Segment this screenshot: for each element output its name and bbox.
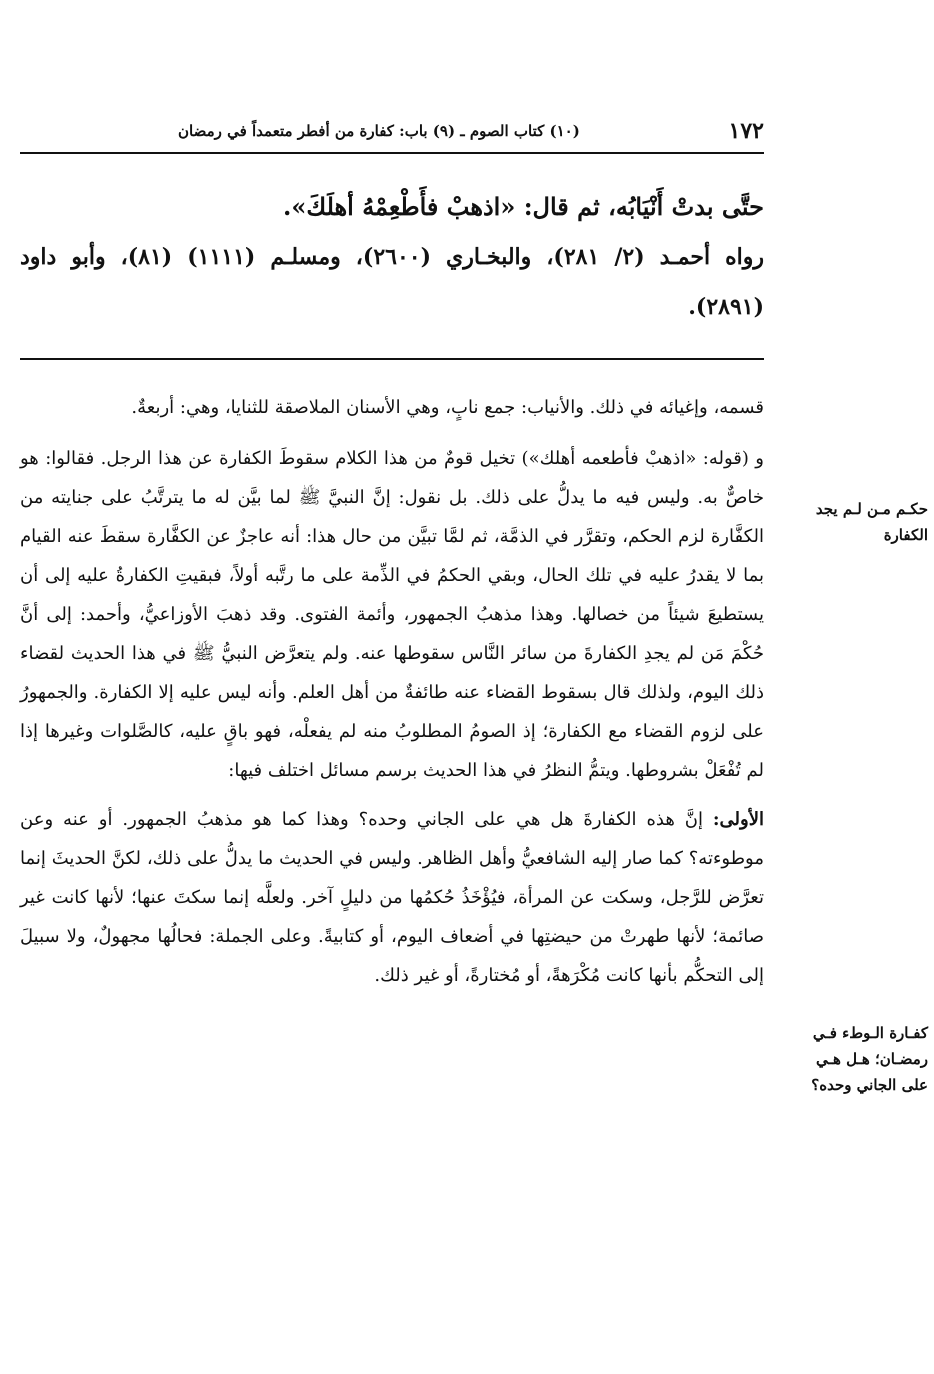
margin-note-ruling: حكـم مـن لـم يجد الكفارة	[815, 500, 928, 544]
commentary-paragraph-3	[20, 800, 764, 995]
hadith-source: رواه أحمـد (٢/ ٢٨١)، والبخـاري (٢٦٠٠)، ومسلـم (١١١١) (٨١)، وأبو داود (٢٨٩١).	[20, 244, 764, 320]
header-title: (١٠) كتاب الصوم ـ (٩) باب: كفارة من أفطر متعمداً في رمضان	[178, 122, 580, 140]
commentary-section	[20, 388, 764, 1005]
paragraph-3-body: إنَّ هذه الكفارةَ هل هي على الجاني وحده؟ وهذا كما هو مذهبُ الجمهور. أو عنه وعن موطوءته؟ كما صار إليه الشافعيُّ وأهل الظاهر. وليس في الحديث ما يدلُّ على ذلك، لكنَّ الحديثَ إنما تعرَّض للرَّجل، وسكت عن المرأة، فيُؤْخَذُ حُكمُها من دليلٍ آخر. ولعلَّه إنما سكتَ عنها؛ لأنها كانت غير صائمة؛ لأنها طهرتْ من حيضتِها في أضعاف اليوم، أو كتابيةً. وعلى الجملة: فحالُها مجهولٌ، ولا سبيلَ إلى التحكُّم بأنها كانت مُكْرَهةً، أو مُختارةً، أو غير ذلك.	[20, 809, 764, 986]
running-header	[20, 118, 764, 154]
hadith-text: حتَّى بدتْ أَنْيَابُه، ثم قال: «اذهبْ فأَطْعِمْهُ أهلَكَ».	[282, 192, 764, 221]
commentary-paragraph-2: و (قوله: «اذهبْ فأطعمه أهلك») تخيل قومٌ من هذا الكلام سقوطَ الكفارة عن هذا الرجل. فقالوا: هو خاصٌّ به. وليس فيه ما يدلُّ على ذلك. بل نقول: إنَّ النبيَّ ﷺ لما بيَّن له ما يترتَّبُ على جنايته من الكفَّارة لزم الحكم، وتقرَّر في الذمَّة، ثم لمَّا تبيَّن من حال هذا: أنه عاجزٌ عن الكفَّارة سقطَ عنه القيام بما لا يقدرُ عليه في تلك الحال، وبقي الحكمُ في الذِّمة على ما رتَّبه أولاً، فبقيتِ الكفارةُ عليه إلى أن يستطيعَ شيئاً من خصالها. وهذا مذهبُ الجمهور، وأئمة الفتوى. وقد ذهبَ الأوزاعيُّ، وأحمد: إلى أنَّ حُكْمَ مَن لم يجدِ الكفارةَ من سائر النَّاس سقوطها عنه. ولم يتعرَّض النبيُّ ﷺ في هذا الحديث لقضاء ذلك اليوم، ولذلك قال بسقوط القضاء عنه طائفةٌ من أهل العلم. وأنه ليس عليه إلا الكفارة. والجمهورُ على لزوم القضاء مع الكفارة؛ إذ الصومُ المطلوبُ منه لم يفعلْه، فهو باقٍ عليه، كالصَّلوات وغيرها إذا لم تُفْعَلْ بشروطها. ويتمُّ النظرُ في هذا الحديث برسم مسائل اختلف فيها:	[20, 448, 765, 781]
section-divider	[20, 358, 764, 360]
commentary-paragraph-1: قسمه، وإغيائه في ذلك. والأنياب: جمع نابٍ، وهي الأسنان الملاصقة للثنايا، وهي: أربعةٌ.	[131, 397, 764, 418]
paragraph-lead-word: الأولى:	[712, 809, 764, 830]
page-number: ١٧٢	[728, 118, 764, 144]
margin-note-expiation: كفـارة الـوطء فـي رمضـان؛ هـل هـي على الجاني وحده؟	[811, 1024, 928, 1094]
hadith-block	[20, 182, 764, 332]
